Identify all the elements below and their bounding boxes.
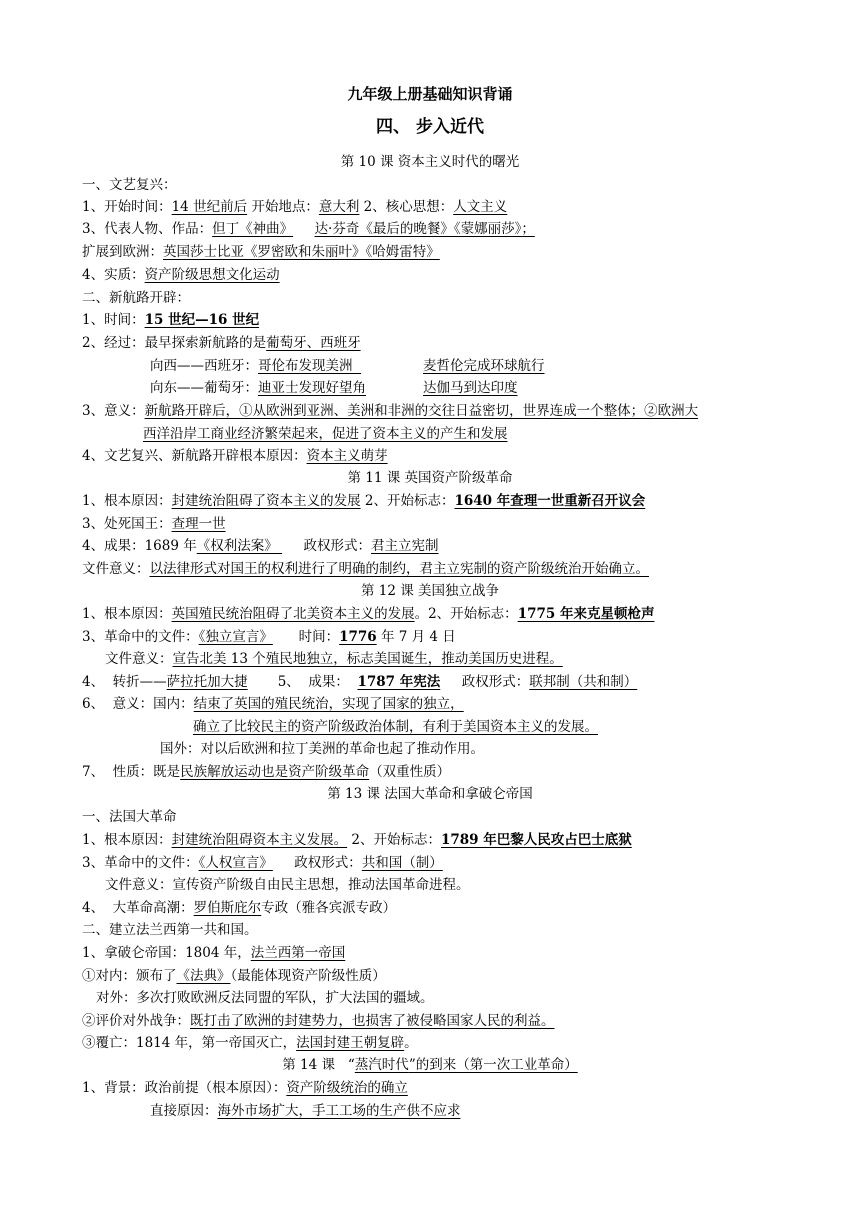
answer: 但丁《神曲》	[212, 221, 294, 237]
lesson-12-title: 第 12 课 美国独立战争	[360, 583, 500, 599]
text: 开始地点：	[247, 199, 319, 215]
text-line: 国外：对以后欧洲和拉丁美洲的革命也起了推动作用。	[160, 741, 484, 757]
document-title: 九年级上册基础知识背诵	[347, 85, 513, 103]
text-line	[82, 604, 654, 624]
text: 政权形式：	[282, 538, 372, 554]
text: 年 7 月 4 日	[376, 629, 456, 645]
answer: 资产阶级统治的确立	[286, 1080, 408, 1096]
text-line	[82, 1078, 408, 1098]
text: 1、根本原因：	[82, 832, 172, 848]
text: 1、开始时间：	[82, 199, 172, 215]
answer: 海外市场扩大，手工工场的生产供不应求	[217, 1103, 461, 1119]
answer: 封建统治阻碍了资本主义的发展	[171, 493, 361, 509]
answer: 查理一世	[171, 516, 226, 532]
answer: 《权利法案》	[196, 538, 283, 554]
answer: 人文主义	[453, 199, 508, 215]
text: 4、实质：	[82, 267, 145, 283]
section-heading: 二、建立法兰西第一共和国。	[82, 922, 258, 938]
answer: 达·芬奇《最后的晚餐》《蒙娜丽莎》	[314, 221, 522, 237]
answer: 西洋沿岸工商业经济繁荣起来，促进了资本主义的产生和发展	[143, 426, 508, 442]
unit-title: 四、 步入近代	[376, 117, 484, 137]
answer: 法国封建王朝复辟	[296, 1035, 405, 1051]
text-line	[423, 378, 518, 398]
text-line	[82, 898, 396, 918]
section-heading: 二、新航路开辟：	[82, 290, 190, 306]
answer: 1787 年宪法	[357, 674, 441, 690]
lesson-10-title: 第 10 课 资本主义时代的曙光	[340, 154, 520, 170]
answer: 宣告北美 13 个殖民地独立，标志美国诞生，推动美国历史进程。	[172, 651, 563, 667]
answer: 法兰西第一帝国	[250, 945, 346, 961]
answer: 资产阶级思想文化运动	[144, 267, 280, 283]
answer: 1776	[339, 629, 377, 645]
answer: 15 世纪—16 世纪	[144, 312, 260, 328]
text: 。2、开始标志：	[414, 606, 518, 622]
text: 第 14 课 “	[282, 1057, 355, 1073]
section-heading: 一、文艺复兴：	[82, 177, 177, 193]
text: 2、开始标志：	[360, 493, 455, 509]
answer: 既打击了欧洲的封建势力，也损害了被侵略国家人民的利益。	[190, 1013, 555, 1029]
answer: 蒸汽时代	[354, 1057, 409, 1073]
text: 1、根本原因：	[82, 493, 172, 509]
text-line	[82, 310, 259, 330]
text: 7、 性质：既是	[82, 764, 181, 780]
text-line	[82, 830, 632, 850]
text-line	[193, 717, 598, 737]
text-line	[82, 694, 464, 714]
text: 政权形式：	[272, 855, 362, 871]
text: ①对内：颁布了	[82, 968, 177, 984]
text-line	[82, 265, 280, 285]
text-line	[82, 559, 649, 579]
text: 时间：	[272, 629, 340, 645]
text: 1、根本原因：	[82, 606, 172, 622]
text: ③覆亡：1814 年，第一帝国灭亡，	[82, 1035, 297, 1051]
text-line	[82, 242, 440, 262]
text-line	[82, 197, 507, 217]
text-line	[150, 378, 366, 398]
text-line	[82, 514, 226, 534]
lesson-14-title	[0, 1055, 860, 1075]
answer: 确立了比较民主的资产阶级政治体制，有利于美国资本主义的发展。	[193, 719, 598, 735]
text: 4、 大革命高潮：	[82, 900, 194, 916]
text: ②评价对外战争：	[82, 1013, 190, 1029]
answer: 《人权宣言》	[198, 855, 273, 871]
text-line	[82, 853, 443, 873]
text-line	[82, 333, 361, 353]
text: 向西——西班牙：	[150, 358, 258, 374]
text: 专政（雅各宾派专政）	[261, 900, 397, 916]
text: 1、拿破仑帝国：1804 年，	[82, 945, 251, 961]
text-line	[150, 356, 361, 376]
text: 1、背景：政治前提（根本原因）：	[82, 1080, 287, 1096]
text: 2、开始标志：	[347, 832, 441, 848]
answer: 共和国（制）	[361, 855, 443, 871]
text-line	[143, 424, 508, 444]
text: 直接原因：	[150, 1103, 218, 1119]
text: 。	[404, 1035, 418, 1051]
text-line	[423, 356, 545, 376]
lesson-13-title: 第 13 课 法国大革命和拿破仑帝国	[327, 786, 533, 802]
answer: 《独立宣言》	[198, 629, 273, 645]
text-line	[82, 943, 345, 963]
text	[293, 221, 314, 237]
answer: 英国莎士比亚《罗密欧和朱丽叶》《哈姆雷特》	[163, 244, 440, 260]
text: ”的到来（第一次工业革命）	[408, 1057, 578, 1073]
text: （双重性质）	[369, 764, 451, 780]
text: 2、经过：最早探索新航路的是	[82, 335, 267, 351]
lesson-11-title: 第 11 课 英国资产阶级革命	[347, 470, 513, 486]
answer: 资本主义萌芽	[306, 448, 388, 464]
answer: 萨拉托加大捷	[166, 674, 248, 690]
answer: 结束了英国的殖民统治，实现了国家的独立，	[193, 696, 464, 712]
answer: 封建统治阻碍资本主义发展。	[171, 832, 348, 848]
answer: 新航路开辟后，①从欧洲到亚洲、美洲和非洲的交往日益密切，世界连成一个整体；②欧洲大	[144, 403, 699, 419]
text-line: 文件意义：宣传资产阶级自由民主思想，推动法国革命进程。	[105, 877, 470, 893]
answer: 葡萄牙、西班牙	[266, 335, 361, 351]
answer: 达伽马到达印度	[423, 380, 518, 396]
text: 3、革命中的文件：	[82, 629, 199, 645]
answer: 1789 年巴黎人民攻占巴士底狱	[440, 832, 632, 848]
text: 4、 转折——	[82, 674, 167, 690]
text: 5、 成果：	[247, 674, 358, 690]
answer: 君主立宪制	[371, 538, 439, 554]
text: 6、 意义：国内：	[82, 696, 194, 712]
answer: 1775 年来克星顿枪声	[517, 606, 655, 622]
text-line	[82, 219, 535, 239]
text-line	[150, 1101, 461, 1121]
text: 3、意义：	[82, 403, 145, 419]
text: （最能体现资产阶级性质）	[230, 968, 386, 984]
text: 文件意义：	[82, 561, 150, 577]
text: 4、文艺复兴、新航路开辟根本原因：	[82, 448, 307, 464]
text-line	[82, 627, 456, 647]
text: 2、核心思想：	[359, 199, 454, 215]
text-line	[82, 536, 439, 556]
answer: 英国殖民统治阻碍了北美资本主义的发展	[171, 606, 415, 622]
answer: 14 世纪前后	[171, 199, 248, 215]
text: 3、代表人物、作品：	[82, 221, 213, 237]
text-line	[105, 649, 563, 669]
text: 文件意义：	[105, 651, 173, 667]
answer: 麦哲伦完成环球航行	[423, 358, 545, 374]
text-line	[82, 1011, 555, 1031]
text-line	[82, 491, 645, 511]
text: 4、成果：1689 年	[82, 538, 197, 554]
answer: 联邦制（共和制）	[529, 674, 638, 690]
text-line	[82, 401, 698, 421]
text: 扩展到欧洲：	[82, 244, 163, 260]
text-line	[82, 966, 386, 986]
text: 3、革命中的文件：	[82, 855, 199, 871]
text: ；	[521, 221, 535, 237]
text: 向东——葡萄牙：	[150, 380, 258, 396]
answer: 意大利	[318, 199, 360, 215]
answer: 1640 年查理一世重新召开议会	[454, 493, 646, 509]
answer: 迪亚士发现好望角	[258, 380, 366, 396]
text-line: 对外：多次打败欧洲反法同盟的军队，扩大法国的疆域。	[96, 990, 434, 1006]
text-line	[82, 672, 637, 692]
answer: 民族解放运动也是资产阶级革命	[180, 764, 370, 780]
text: 3、处死国王：	[82, 516, 172, 532]
text-line	[82, 1033, 418, 1053]
text-line	[82, 446, 388, 466]
text: 政权形式：	[440, 674, 530, 690]
answer: 哥伦布发现美洲	[258, 358, 362, 374]
answer: 以法律形式对国王的权利进行了明确的制约，君主立宪制的资产阶级统治开始确立。	[149, 561, 649, 577]
answer: 《法典》	[176, 968, 231, 984]
section-heading: 一、法国大革命	[82, 809, 177, 825]
answer: 罗伯斯庇尔	[193, 900, 262, 916]
text: 1、时间：	[82, 312, 145, 328]
text-line	[82, 762, 450, 782]
